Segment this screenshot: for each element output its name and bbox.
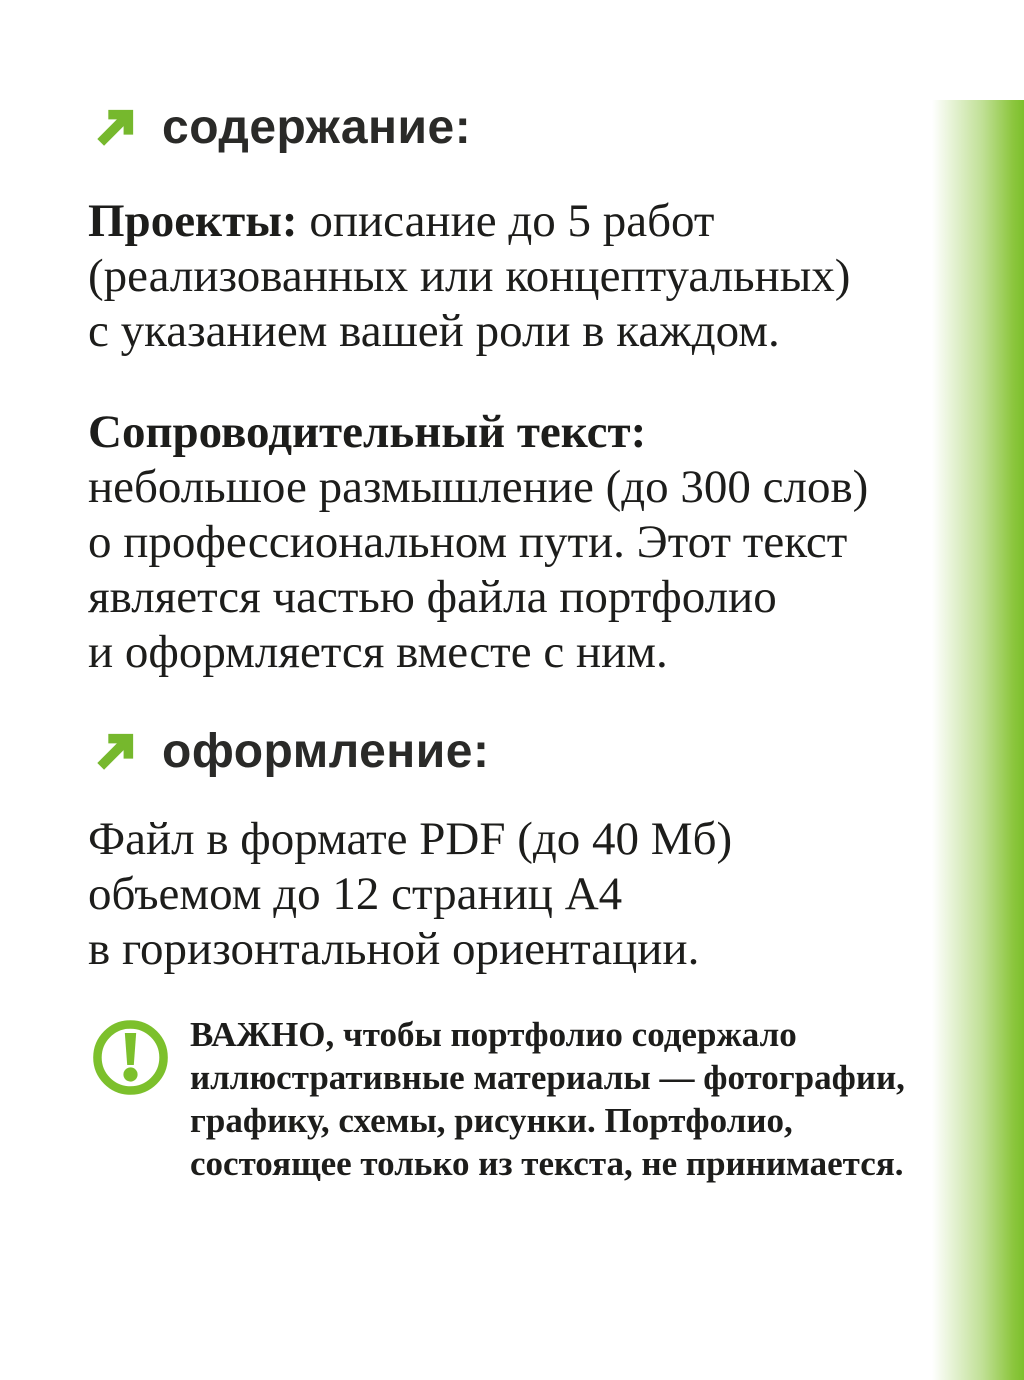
paragraph-line: Проекты: описание до 5 работ [88,195,715,247]
paragraph-lead: Проекты: [88,195,298,247]
section-title: оформление: [162,725,490,778]
section-heading-contents [88,100,1024,156]
paragraph-line: Файл в формате PDF (до 40 Мб) [88,813,733,865]
arrow-up-right-icon [94,731,136,773]
section-title: содержание: [162,101,472,154]
important-note [88,1013,1024,1185]
paragraph-line: и оформляется вместе с ним. [88,626,668,678]
arrow-up-right-icon [94,107,136,149]
important-note-text [190,1013,905,1185]
paragraph-line: с указанием вашей роли в каждом. [88,305,780,357]
paragraph-lead: Сопроводительный текст: [88,406,647,458]
paragraph-file-format [88,812,1024,977]
note-line: графику, схемы, рисунки. Портфолио, [190,1101,793,1140]
paragraph-line: в горизонтальной ориентации. [88,923,700,975]
paragraph-line: о профессиональном пути. Этот текст [88,516,848,568]
paragraph-projects [88,194,1024,359]
paragraph-cover-text [88,405,1024,680]
section-heading-format [88,724,1024,780]
exclamation-circle-icon [88,1015,173,1100]
paragraph-line: (реализованных или концептуальных) [88,250,851,302]
paragraph-line: является частью файла портфолио [88,571,777,623]
note-line: состоящее только из текста, не принимается. [190,1144,904,1183]
paragraph-line: небольшое размышление (до 300 слов) [88,461,869,513]
paragraph-line [88,405,1024,460]
note-line: иллюстративные материалы — фотографии, [190,1058,905,1097]
paragraph-line: объемом до 12 страниц А4 [88,868,623,920]
portfolio-requirements-card [0,100,1024,1185]
note-line: ВАЖНО, чтобы портфолио содержало [190,1015,797,1054]
